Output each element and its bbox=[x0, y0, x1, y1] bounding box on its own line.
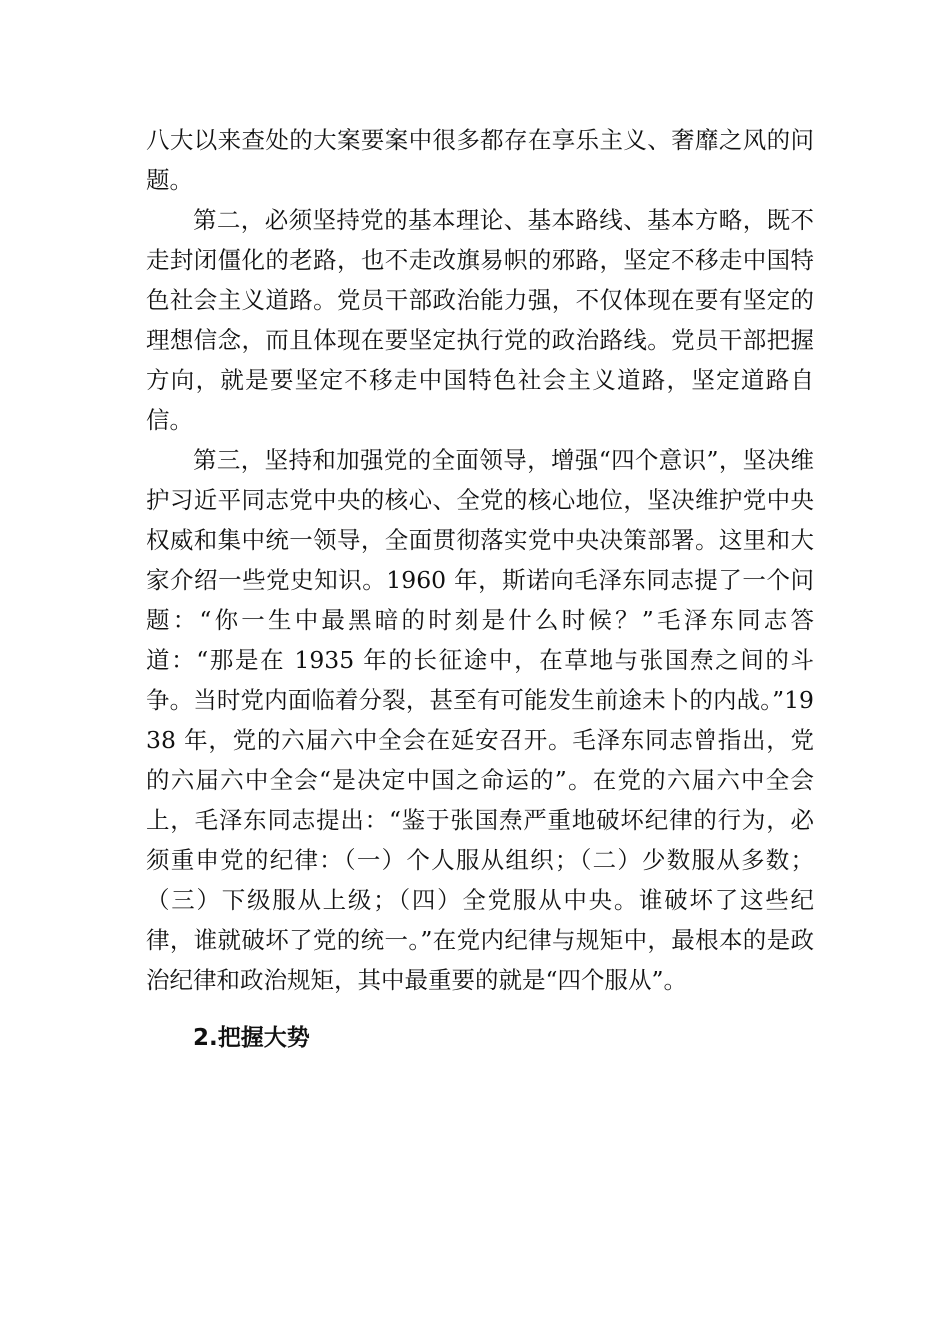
paragraph-third-point: 第三，坚持和加强党的全面领导，增强“四个意识”，坚决维护习近平同志党中央的核心、全党的核心地位，坚决维护党中央权威和集中统一领导，全面贯彻落实党中央决策部署。这里和大家介绍一些党史知识。1960 年，斯诺向毛泽东同志提了一个问题：“你一生中最黑暗的时刻是什么时候？”毛泽东同志答道：“那是在 1935 年的长征途中，在草地与张国焘之间的斗争。当时党内面临着分裂，甚至有可能发生前途未卜的内战。”1938 年，党的六届六中全会在延安召开。毛泽东同志曾指出，党的六届六中全会“是决定中国之命运的”。在党的六届六中全会上，毛泽东同志提出：“鉴于张国焘严重地破坏纪律的行为，必须重申党的纪律：（一）个人服从组织；（二）少数服从多数；（三）下级服从上级；（四）全党服从中央。谁破坏了这些纪律，谁就破坏了党的统一。”在党内纪律与规矩中，最根本的是政治纪律和政治规矩，其中最重要的就是“四个服从”。 bbox=[146, 446, 814, 994]
document-body bbox=[146, 120, 814, 1058]
paragraph-second-point: 第二，必须坚持党的基本理论、基本路线、基本方略，既不走封闭僵化的老路，也不走改旗易帜的邪路，坚定不移走中国特色社会主义道路。党员干部政治能力强，不仅体现在要有坚定的理想信念，而且体现在要坚定执行党的政治路线。党员干部把握方向，就是要坚定不移走中国特色社会主义道路，坚定道路自信。 bbox=[146, 206, 814, 434]
section-heading: 2.把握大势 bbox=[193, 1025, 310, 1051]
paragraph-continuation: 八大以来查处的大案要案中很多都存在享乐主义、奢靡之风的问题。 bbox=[146, 126, 814, 194]
